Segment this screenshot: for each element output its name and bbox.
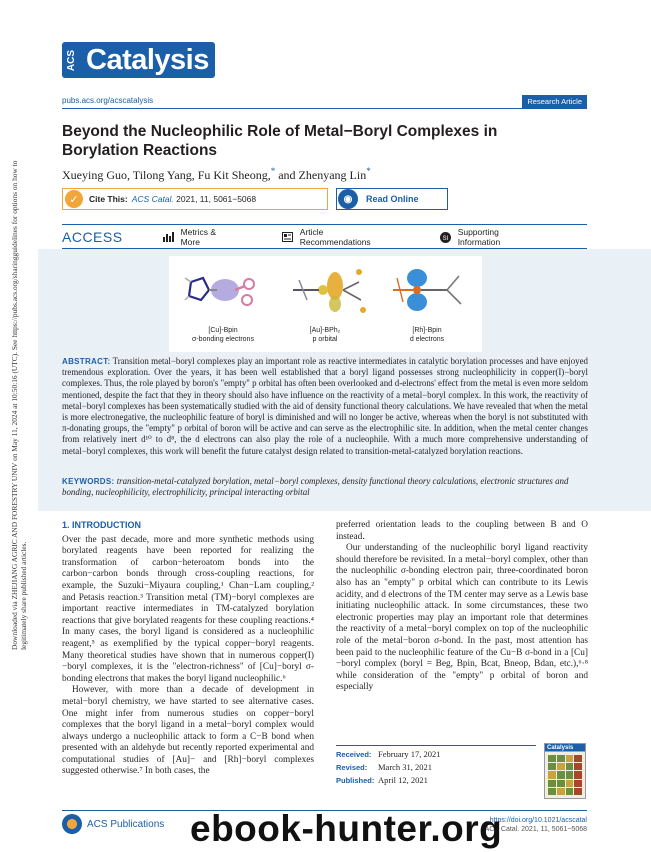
svg-text:SI: SI	[442, 235, 449, 242]
footer-ref: ACS Catal. 2021, 11, 5061−5068	[484, 826, 587, 833]
article-title: Beyond the Nucleophilic Role of Metal−Boryl Complexes in Borylation Reactions	[62, 123, 498, 159]
author-list	[62, 166, 371, 183]
access-bar	[62, 227, 587, 247]
corresponding-star: *	[270, 166, 276, 176]
acs-hexagon-icon	[62, 814, 82, 834]
rh-boryl-structure	[377, 260, 477, 320]
globe-icon: ◉	[338, 189, 358, 209]
toc-caption-cu: [Cu]-Bpin σ-bonding electrons	[192, 327, 254, 343]
intro-paragraph-4: Our understanding of the nucleophilic boryl ligand reactivity should therefore be revisited. In a metal−boryl complex, other than the nucleophilic σ-bonding electron pair, three-coordinated boron also has an "empty" p orbital which can contribute to its Lewis acidity, and d electrons of the TM center may serve as a Lewis base initiating nucleophilic attack. In some circumstances, these two electronic properties may play an important role that determines the reactivity of a metal−boryl complex on top of the nucleophilic role of the metal−boron σ-bond. In the past, most attention has been paid to the nucleophilic feature of the Cu−B σ-bond in a [Cu]−boryl complex (boryl = Beg, Bpin, Bcat, Bneop, Bdan, etc.),⁶·⁸ while consideration of the "empty" p orbital of boron and especially	[336, 543, 588, 693]
keywords-label: KEYWORDS:	[62, 477, 115, 486]
abstract-text: Transition metal−boryl complexes play an important role as reactive intermediates in catalytic borylation processes and have enjoyed tremendous exploration. Over the years, it has been well established that a boryl ligand possesses strong nucleophilicity in copper(I)−boryl complexes. Thus, the role played by boron's "empty" p orbital has often been overlooked and d-electrons' effect from the metal is even more seldom mentioned, despite the fact that they in theory should also have influence on the reactivity of a metal−boryl complex. In this work, the reactivity of metal−boryl complexes has been systematically studied with the aid of density functional theory calculations. We have revealed that when the metal is more electronegative, the nucleophilic feature of boryl is diminished and will no longer be active, whereas when the boryl is not substituted with π-donating groups, the "empty" p orbital of boron will be active and can serve as the electrophilic site. In addition, when the metal center changes from relatively inert d¹⁰ to d⁸, the d electrons can also play the role of a nucleophile. With a much more comprehensive understanding of metal−boryl complexes, this work will benefit the future catalyst design related to transition-metal-catalyzed borylation reactions.	[62, 356, 588, 456]
si-icon	[440, 232, 451, 243]
recommendations-link[interactable]: Article Recommendations	[282, 227, 394, 247]
keywords	[62, 476, 588, 498]
author[interactable]: Xueying Guo,	[62, 168, 130, 182]
corresponding-star: *	[366, 166, 371, 176]
header-rule	[62, 108, 587, 109]
cu-boryl-structure	[173, 260, 273, 320]
cite-this-box[interactable]	[62, 188, 328, 210]
read-online-button[interactable]	[336, 188, 448, 210]
check-icon: ✓	[65, 190, 83, 208]
article-type-badge: Research Article	[522, 95, 587, 108]
article-list-icon	[282, 232, 293, 243]
acs-mark: ACS	[62, 42, 82, 78]
read-online-label: Read Online	[366, 194, 419, 204]
supporting-info-link[interactable]: SI Supporting Information	[440, 227, 541, 247]
published-date: Published: April 12, 2021	[336, 775, 428, 785]
section-heading: 1. INTRODUCTION	[62, 520, 142, 530]
cover-title: Catalysis	[547, 745, 574, 751]
author[interactable]: and Zhenyang Lin	[278, 168, 367, 182]
intro-paragraph-3: preferred orientation leads to the coupling between B and O instead.	[336, 520, 588, 542]
access-top-rule	[62, 224, 587, 225]
keywords-text: transition-metal-catalyzed borylation, metal−boryl complexes, density functional theory calculations, electronic structures and bonding, nucleophilicity, electrophilicity, principal interacting orbital	[62, 476, 569, 498]
journal-url[interactable]: pubs.acs.org/acscatalysis	[62, 96, 154, 105]
journal-logo[interactable]	[62, 42, 215, 78]
journal-cover-thumbnail[interactable]	[544, 743, 586, 799]
cite-ref: 2021, 11, 5061−5068	[176, 194, 257, 204]
right-column	[336, 520, 588, 694]
intro-paragraph-2: However, with more than a decade of development in metal−boryl chemistry, we have started to see alternative cases. One might infer from numerous studies on copper−boryl complexes that the boryl ligand in a metal−boryl complex would always undergo a nucleophilic attack to form a C−B bond when presented with an aldehyde but recently reported experimental and computational studies of [Au]− and [Rh]−boryl complexes suggested otherwise.⁷ In both cases, the	[62, 685, 314, 777]
side-note-text: Downloaded via ZHEJIANG AGRIC AND FORESTRY UNIV on May 11, 2024 at 10:50:16 (UTC). See https://pubs.acs.org/sharingguidelines for options on how to legitimately share published articles.	[10, 160, 28, 650]
download-side-note	[4, 150, 30, 650]
bar-chart-icon	[163, 232, 174, 243]
metrics-link[interactable]: Metrics & More	[163, 227, 236, 247]
toc-graphic[interactable]	[169, 256, 482, 352]
toc-caption-au: [Au]-BPh₂ p orbital	[309, 327, 341, 343]
cover-art	[548, 755, 582, 795]
acs-publications-logo[interactable]: ACS Publications	[62, 814, 164, 834]
watermark: ebook-hunter.org	[190, 808, 503, 849]
journal-name: Catalysis	[82, 42, 215, 78]
toc-caption-rh: [Rh]-Bpin d electrons	[409, 327, 445, 343]
author[interactable]: Fu Kit Sheong,	[197, 168, 271, 182]
revised-date: Revised: March 31, 2021	[336, 762, 433, 772]
author[interactable]: Tilong Yang,	[132, 168, 195, 182]
abstract	[62, 356, 588, 457]
abstract-label: ABSTRACT:	[62, 357, 111, 366]
cite-journal: ACS Catal.	[131, 194, 174, 204]
article-dates	[336, 745, 536, 787]
intro-paragraph-1: Over the past decade, more and more synthetic methods using borylated reagents have been reported for realizing the transformation of carbon−heteroatom bonds into the carbon−carbon bonds through cross-coupling reactions, for example, the Suzuki−Miyaura coupling,¹ Chan−Lam coupling,² and Petasis reaction.³ Transition metal (TM)−boryl complexes are important reactive intermediates in TM-catalyzed borylation reactions that give borylated reagents for these coupling reactions.⁴ In many cases, the boryl ligand is considered as a nucleophilic reagent,⁵ as exemplified by the typical copper−boryl reagents. Many theoretical studies have shown that in numerous copper(I)−boryl complexes, it is the "electron-richness" of [Cu]−boryl σ-bonding electrons that makes the boryl ligand nucleophilic.⁶	[62, 534, 314, 684]
access-label: ACCESS	[62, 229, 123, 245]
left-column	[62, 520, 314, 778]
doi-link[interactable]: https://doi.org/10.1021/acscatal	[489, 817, 587, 824]
au-boryl-structure	[275, 260, 375, 320]
received-date: Received: February 17, 2021	[336, 749, 441, 759]
cite-label: Cite This:	[89, 194, 128, 204]
